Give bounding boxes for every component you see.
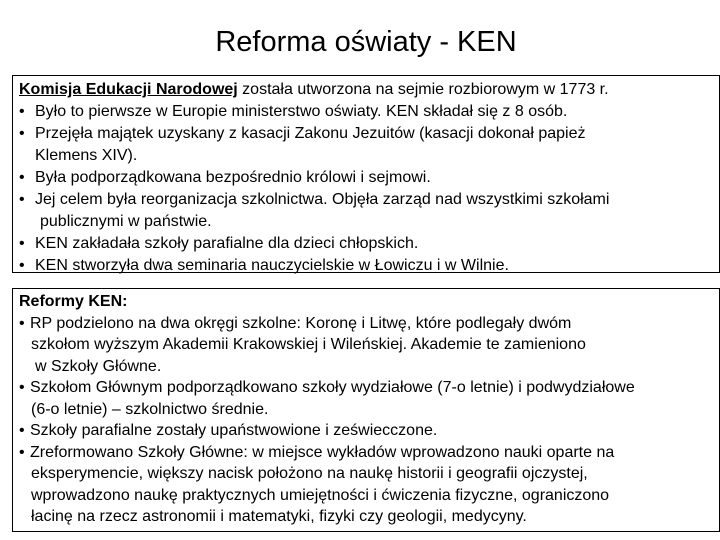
list-item-continuation	[19, 145, 719, 167]
ken-intro-text: została utworzona na sejmie rozbiorowym w 1773 r.	[237, 81, 609, 98]
list-item-continuation	[19, 506, 719, 528]
list-item-text: KEN zakładała szkoły parafialne dla dzieci chłopskich.	[35, 235, 419, 252]
list-item-text: Szkołom Głównym podporządkowano szkoły wydziałowe (7-o letnie) i podwydziałowe	[30, 379, 635, 396]
list-item-text: Klemens XIV).	[35, 147, 138, 164]
list-item-text: Była podporządkowana bezpośrednio królowi i sejmowi.	[35, 169, 431, 186]
list-item-text: Szkoły parafialne zostały upaństwowione i zeświecczone.	[30, 422, 438, 439]
reforms-heading: Reformy KEN:	[19, 293, 128, 310]
slide-title: Reforma oświaty - KEN	[215, 26, 517, 58]
list-item	[19, 255, 719, 277]
bullet-icon: •	[19, 103, 25, 120]
list-item	[19, 420, 719, 442]
bullet-icon: •	[19, 257, 25, 274]
ken-reforms-box	[12, 288, 720, 532]
bullet-icon: •	[19, 422, 25, 439]
bullet-icon: •	[19, 169, 25, 186]
list-item-continuation	[19, 463, 719, 485]
list-item	[19, 123, 719, 145]
bullet-icon: •	[19, 125, 25, 142]
bullet-icon: •	[19, 191, 25, 208]
ken-name: Komisja Edukacji Narodowej	[19, 81, 238, 98]
list-item-text: publicznymi w państwie.	[40, 213, 212, 230]
bullet-icon: •	[19, 235, 25, 252]
list-item-text: Przejęła majątek uzyskany z kasacji Zakonu Jezuitów (kasacji dokonał papież	[35, 125, 586, 142]
list-item	[19, 442, 719, 464]
list-item	[19, 167, 719, 189]
list-item-text: RP podzielono na dwa okręgi szkolne: Koronę i Litwę, które podlegały dwóm	[30, 314, 572, 332]
list-item-continuation	[19, 211, 719, 233]
list-item-text: szkołom wyższym Akademii Krakowskiej i Wileńskiej. Akademie te zamieniono	[31, 336, 586, 353]
list-item-text: łacinę na rzecz astronomii i matematyki, fizyki czy geologii, medycyny.	[31, 508, 527, 525]
list-item	[19, 313, 719, 335]
ken-intro-line	[19, 79, 719, 101]
list-item	[19, 233, 719, 255]
list-item	[19, 189, 719, 211]
list-item-continuation	[19, 356, 719, 378]
bullet-icon: •	[19, 443, 25, 461]
list-item-text: w Szkoły Główne.	[35, 357, 162, 375]
list-item-text: Jej celem była reorganizacja szkolnictwa. Objęła zarząd nad wszystkimi szkołami	[35, 191, 610, 208]
list-item-text: Było to pierwsze w Europie ministerstwo oświaty. KEN składał się z 8 osób.	[35, 103, 568, 120]
list-item-continuation	[19, 334, 719, 356]
list-item	[19, 377, 719, 399]
list-item-text: wprowadzono naukę praktycznych umiejętności i ćwiczenia fizyczne, ograniczono	[31, 486, 610, 504]
ken-info-box	[12, 75, 720, 273]
list-item-text: eksperymencie, większy nacisk położono na naukę historii i geografii ojczystej,	[31, 465, 588, 482]
list-item-text: Zreformowano Szkoły Główne: w miejsce wykładów wprowadzono nauki oparte na	[30, 443, 615, 461]
list-item-text: (6-o letnie) – szkolnictwo średnie.	[31, 400, 269, 418]
bullet-icon: •	[19, 379, 25, 396]
list-item-continuation	[19, 399, 719, 421]
list-item	[19, 101, 719, 123]
bullet-icon: •	[19, 314, 25, 332]
list-item-continuation	[19, 485, 719, 507]
list-item-text: KEN stworzyła dwa seminaria nauczycielskie w Łowiczu i w Wilnie.	[35, 257, 509, 274]
